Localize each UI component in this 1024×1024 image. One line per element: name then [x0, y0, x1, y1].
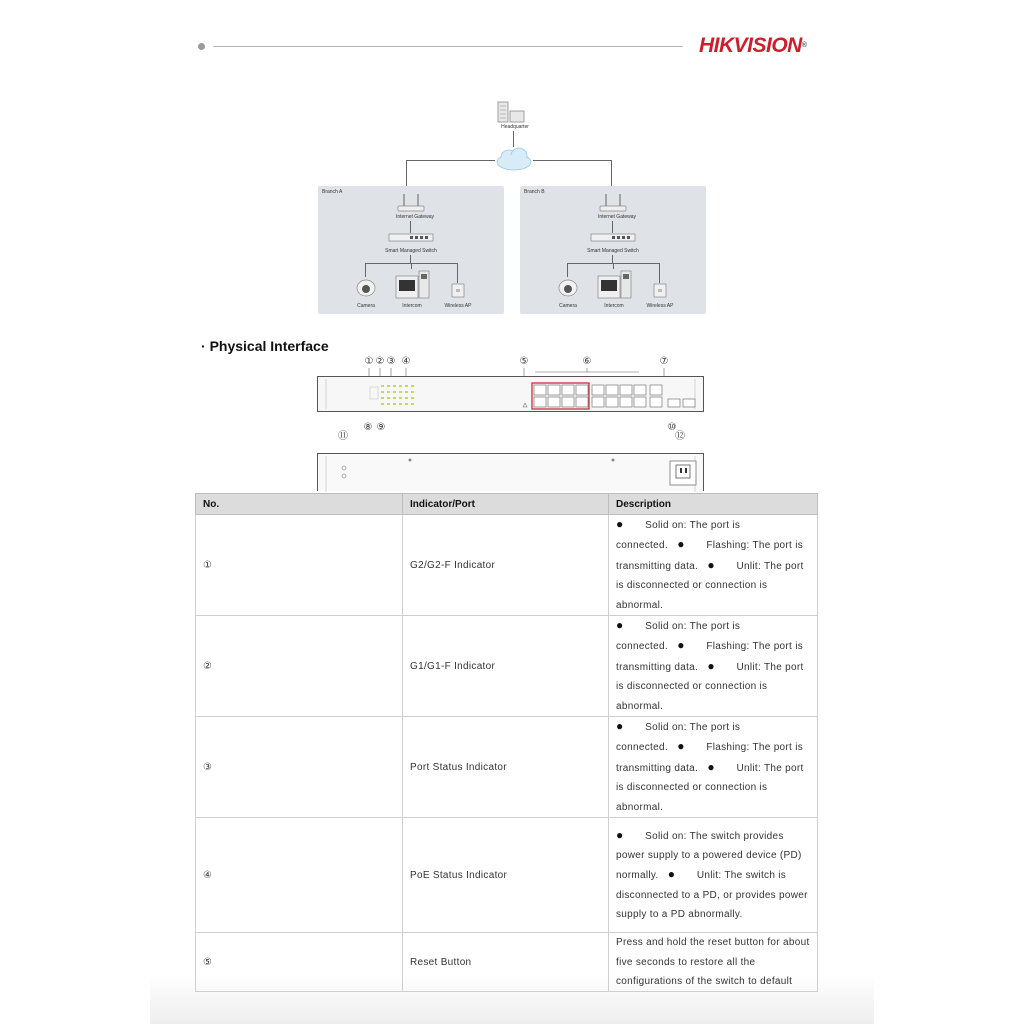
bullet-icon: ● — [616, 618, 624, 633]
row-indicator-name: G2/G2-F Indicator — [403, 515, 609, 616]
camera-icon — [557, 278, 579, 298]
front-panel-drawing — [318, 377, 703, 411]
intercom-icon — [395, 270, 431, 300]
headquarter-building-icon — [496, 100, 530, 124]
device-label: Intercom — [402, 303, 422, 309]
description-text: Flashing: The port is transmitting data. — [616, 742, 804, 774]
switch-label: Smart Managed Switch — [385, 248, 437, 254]
row-description — [609, 933, 818, 992]
table-row — [196, 933, 818, 992]
callout-5: ⑤ — [519, 356, 529, 367]
section-title: · Physical Interface — [201, 338, 329, 354]
table-row — [196, 616, 818, 717]
row-number: ⑤ — [196, 933, 403, 992]
device-label: Camera — [357, 303, 375, 309]
row-indicator-name: Reset Button — [403, 933, 609, 992]
branch-label: Branch B — [524, 189, 545, 195]
callout-2: ② — [375, 356, 385, 367]
description-text: Flashing: The port is transmitting data. — [616, 641, 804, 673]
gateway-label: Internet Gateway — [395, 214, 435, 220]
bullet-icon: ● — [616, 827, 624, 842]
description-text: Flashing: The port is transmitting data. — [616, 540, 804, 572]
switch-icon — [590, 233, 636, 243]
bullet-icon: ● — [707, 557, 715, 572]
bullet-icon: ● — [707, 759, 715, 774]
bullet-icon: ● — [616, 719, 624, 734]
column-header-no: No. — [196, 494, 403, 515]
table-row — [196, 717, 818, 818]
callout-9: ⑨ — [376, 422, 386, 433]
description-text: Solid on: The port is connected. — [616, 621, 741, 653]
gateway-label: Internet Gateway — [597, 214, 637, 220]
callout-3: ③ — [386, 356, 396, 367]
row-indicator-name: PoE Status Indicator — [403, 818, 609, 933]
callout-10: ⑩ — [667, 422, 677, 433]
column-header-description: Description — [609, 494, 818, 515]
bullet-icon: ● — [677, 537, 685, 552]
bullet-icon: ● — [616, 517, 624, 531]
interface-spec-table — [195, 493, 818, 992]
description-text: Unlit: The port is disconnected or connection is abnormal. — [616, 661, 804, 712]
camera-icon — [355, 278, 377, 298]
device-label: Camera — [559, 303, 577, 309]
device-label: Wireless AP — [444, 303, 472, 309]
callout-1: ① — [364, 356, 374, 367]
description-text: Unlit: The port is disconnected or connection is abnormal. — [616, 560, 804, 611]
wireless-ap-icon — [653, 283, 667, 299]
row-number: ② — [196, 616, 403, 717]
bullet-icon: ● — [707, 658, 715, 673]
description-text: Unlit: The port is disconnected or connection is abnormal. — [616, 762, 804, 813]
branch-a-panel — [318, 186, 504, 314]
description-text: Solid on: The port is connected. — [616, 520, 741, 552]
callout-6: ⑥ — [582, 356, 592, 367]
bullet-icon: ● — [667, 867, 676, 882]
rear-panel-drawing — [318, 454, 703, 492]
callout-8: ⑧ — [363, 422, 373, 433]
router-icon — [395, 192, 427, 212]
headquarter-label: Headquarter — [501, 124, 529, 130]
table-header-row — [196, 494, 818, 515]
intercom-icon — [597, 270, 633, 300]
row-number: ③ — [196, 717, 403, 818]
row-indicator-name: Port Status Indicator — [403, 717, 609, 818]
bullet-icon: ● — [677, 739, 685, 754]
branch-b-panel — [520, 186, 706, 314]
network-topology-diagram — [318, 98, 706, 316]
row-description — [609, 515, 818, 616]
row-number: ④ — [196, 818, 403, 933]
description-text: Solid on: The switch provides power supply to a powered device (PD) normally. — [616, 830, 802, 882]
callout-4: ④ — [401, 356, 411, 367]
description-text: Solid on: The port is connected. — [616, 722, 741, 754]
table-row — [196, 818, 818, 933]
row-indicator-name: G1/G1-F Indicator — [403, 616, 609, 717]
bullet-icon: ● — [677, 638, 685, 653]
branch-label: Branch A — [322, 189, 343, 195]
column-header-indicator: Indicator/Port — [403, 494, 609, 515]
row-description — [609, 616, 818, 717]
header-dot — [198, 43, 205, 50]
wireless-ap-icon — [451, 283, 465, 299]
callout-11: ⑪ — [338, 431, 348, 442]
header-rule — [213, 46, 683, 47]
router-icon — [597, 192, 629, 212]
switch-front-panel — [317, 376, 704, 412]
row-description — [609, 717, 818, 818]
switch-icon — [388, 233, 434, 243]
description-text: Press and hold the reset button for about five seconds to restore all the configurations of the switch to default — [616, 937, 810, 987]
device-label: Intercom — [604, 303, 624, 309]
switch-label: Smart Managed Switch — [587, 248, 639, 254]
callout-7: ⑦ — [659, 356, 669, 367]
row-number: ① — [196, 515, 403, 616]
device-label: Wireless AP — [646, 303, 674, 309]
description-text: Unlit: The switch is disconnected to a PD, or provides power supply to a PD abnormally. — [616, 870, 808, 921]
callout-12: ⑫ — [675, 431, 685, 442]
switch-rear-panel — [317, 453, 704, 491]
hikvision-logo: HIKVISION® — [699, 34, 807, 57]
cloud-icon — [494, 146, 534, 172]
row-description — [609, 818, 818, 933]
table-row — [196, 515, 818, 616]
